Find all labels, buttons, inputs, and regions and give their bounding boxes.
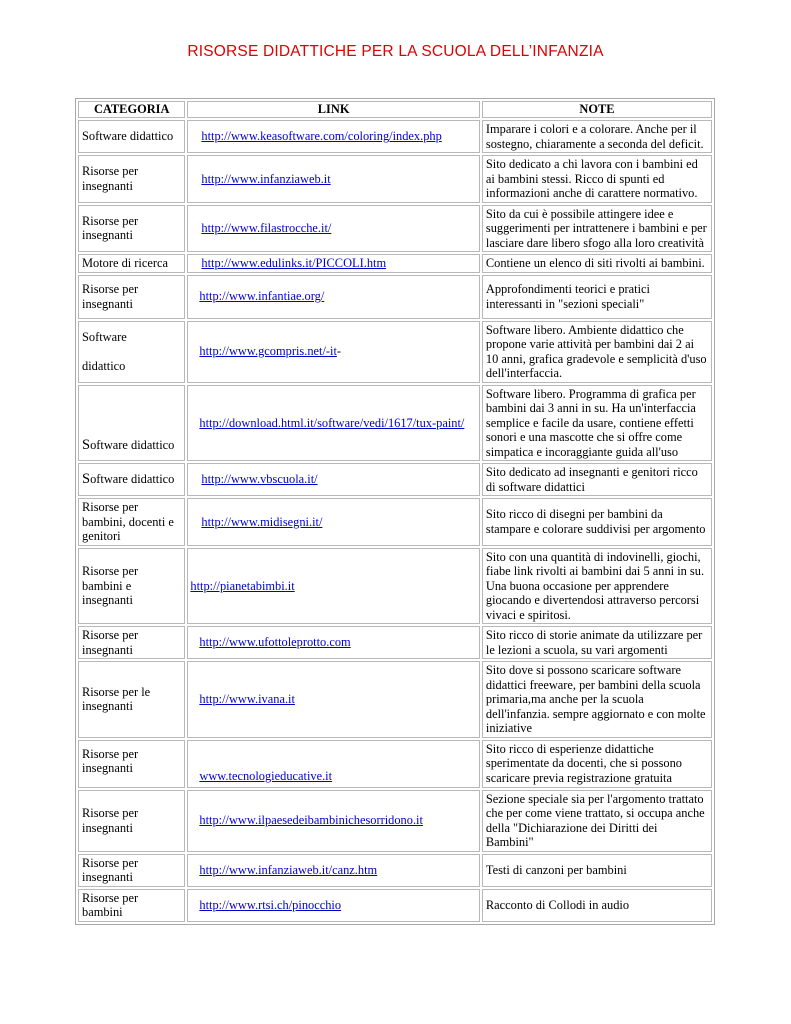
category-cell [78,385,185,462]
category-cell: Risorse per insegnanti [78,155,185,203]
resource-link[interactable]: http://www.gcompris.net/-it [199,344,337,359]
link-cell [187,205,480,253]
category-cell: Risorse per bambini e insegnanti [78,548,185,625]
table-row [78,854,712,887]
resource-link[interactable]: http://www.keasoftware.com/coloring/index.php [201,129,442,144]
note-cell: Contiene un elenco di siti rivolti ai bambini. [482,254,712,273]
table-row [78,254,712,273]
resource-link[interactable]: http://www.ufottoleprotto.com [199,635,351,650]
resource-link[interactable]: http://www.ilpaesedeibambinichesorridono.it [199,813,423,828]
note-cell: Sito dedicato a chi lavora con i bambini ed ai bambini stessi. Ricco di spunti ed informazioni anche di carattere normativo. [482,155,712,203]
table-row [78,155,712,203]
link-cell [187,854,480,887]
table-row [78,626,712,659]
note-cell: Software libero. Programma di grafica per bambini dai 3 anni in su. Ha un'interfaccia semplice e facile da usare, contiene effetti sonori e una mascotte che si offre come simpatica e incoraggiante guida all'uso [482,385,712,462]
resource-link[interactable]: http://www.midisegni.it/ [201,514,323,529]
note-cell: Sito dove si possono scaricare software didattici freeware, per bambini della scuola primaria,ma anche per la scuola dell'infanzia. sempre aggiornato e con molte iniziative [482,661,712,738]
table-row [78,120,712,153]
link-cell [187,254,480,273]
link-cell [187,626,480,659]
link-cell [187,740,480,788]
category-cell [78,321,185,383]
note-cell: Imparare i colori e a colorare. Anche per il sostegno, chiaramente a seconda del deficit. [482,120,712,153]
category-cell: Risorse per bambini [78,889,185,922]
category-cell: Risorse per bambini, docenti e genitori [78,498,185,546]
category-line: didattico [82,359,126,373]
note-cell: Software libero. Ambiente didattico che propone varie attività per bambini dai 2 ai 10 anni, grafica gradevole e semplicità d'uso dell'interfaccia. [482,321,712,383]
table-row [78,889,712,922]
resource-link[interactable]: http://www.edulinks.it/PICCOLI.htm [201,256,387,270]
note-cell: Testi di canzoni per bambini [482,854,712,887]
link-cell [187,275,480,319]
header-category: CATEGORIA [78,101,185,118]
table-row [78,385,712,462]
header-link: LINK [187,101,480,118]
table-row [78,321,712,383]
link-cell [187,661,480,738]
resource-link[interactable]: http://www.infantiae.org/ [199,289,325,304]
note-cell: Sito ricco di storie animate da utilizzare per le lezioni a scuola, su vari argomenti [482,626,712,659]
table-row [78,498,712,546]
link-cell [187,463,480,496]
resource-link[interactable]: http://www.rtsi.ch/pinocchio [199,897,342,912]
category-initial: S [82,436,91,453]
link-suffix: - [336,344,342,359]
category-cell: Motore di ricerca [78,254,185,273]
resource-link[interactable]: http://www.vbscuola.it/ [201,472,318,487]
note-cell: Racconto di Collodi in audio [482,889,712,922]
link-cell [187,498,480,546]
note-cell: Sito ricco di esperienze didattiche sperimentate da docenti, che si possono scaricare previa registrazione gratuita [482,740,712,788]
table-row [78,275,712,319]
table-row [78,548,712,625]
table-row [78,790,712,852]
note-cell: Sito da cui è possibile attingere idee e suggerimenti per intrattenere i bambini e per lasciare dare libero sfogo alla loro creatività [482,205,712,253]
category-cell: Risorse per insegnanti [78,275,185,319]
link-cell [187,889,480,922]
page-title: RISORSE DIDATTICHE PER LA SCUOLA DELL’INFANZIA [187,43,604,60]
resource-link[interactable]: http://download.html.it/software/vedi/1617/tux-paint/ [199,415,465,430]
category-cell: Risorse per le insegnanti [78,661,185,738]
header-note: NOTE [482,101,712,118]
note-cell: Sezione speciale sia per l'argomento trattato che per come viene trattato, si occupa anche della "Dichiarazione dei Diritti dei Bambini" [482,790,712,852]
table-row [78,661,712,738]
resource-link[interactable]: http://www.filastrocche.it/ [201,221,332,235]
table-row [78,463,712,496]
category-rest: oftware didattico [90,472,175,487]
link-cell [187,548,480,625]
category-cell: Risorse per insegnanti [78,854,185,887]
link-cell [187,385,480,462]
link-cell [187,155,480,203]
note-cell: Sito dedicato ad insegnanti e genitori ricco di software didattici [482,463,712,496]
link-cell [187,120,480,153]
table-header-row [78,101,712,118]
category-cell: Risorse per insegnanti [78,626,185,659]
category-cell: Software didattico [78,120,185,153]
table-row [78,205,712,253]
resource-link[interactable]: http://pianetabimbi.it [190,578,295,593]
link-cell [187,321,480,383]
note-cell: Approfondimenti teorici e pratici interessanti in "sezioni speciali" [482,275,712,319]
note-cell: Sito con una quantità di indovinelli, giochi, fiabe link rivolti ai bambini dai 5 anni in su. Una buona occasione per apprendere giocando e divertendosi attraverso percorsi vivaci e spiritosi. [482,548,712,625]
resource-link[interactable]: http://www.infanziaweb.it [201,171,331,186]
category-line: Software [82,329,127,344]
resource-link[interactable]: http://www.infanziaweb.it/canz.htm [199,862,378,877]
category-rest: oftware didattico [90,437,175,452]
category-cell [78,463,185,496]
resources-table [75,98,715,925]
category-cell: Risorse per insegnanti [78,205,185,253]
category-cell [78,740,185,788]
category-text: Risorse per insegnanti [82,746,139,775]
category-cell: Risorse per insegnanti [78,790,185,852]
link-cell [187,790,480,852]
table-row [78,740,712,788]
category-initial: S [82,471,91,488]
resource-link[interactable]: http://www.ivana.it [199,692,295,706]
note-cell: Sito ricco di disegni per bambini da stampare e colorare suddivisi per argomento [482,498,712,546]
resource-link[interactable]: www.tecnologieducative.it [199,769,333,783]
